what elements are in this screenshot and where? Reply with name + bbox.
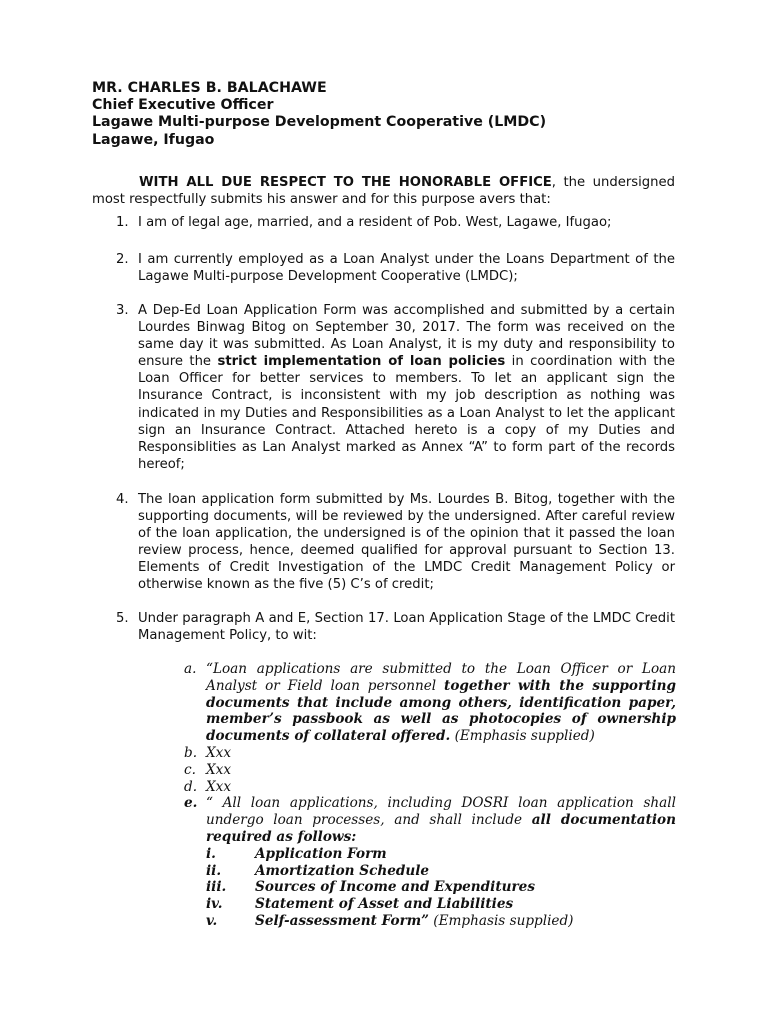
item-text-part: in coordination with the Loan Officer for better services to members. To let an applicant sign the Insurance Contract, is inconsistent with my job description as nothing was indicated in my Duties and Responsibilities as a Loan Analyst to let the applicant sign an Insurance Contract. Attached hereto is a copy of my Duties and Responsiblities as Lan Analyst marked as Annex “A” to form part of the records hereof; <box>138 354 675 472</box>
roman-text-main: Self-assessment Form” <box>255 912 429 929</box>
subitem-label: a. <box>184 661 197 677</box>
roman-text <box>255 913 676 930</box>
numbered-item-5 <box>92 610 675 644</box>
item-text <box>138 302 675 473</box>
item-number: 2. <box>116 252 129 267</box>
roman-item-3 <box>206 879 676 896</box>
quoted-provisions <box>184 661 676 930</box>
addressee-block <box>92 80 546 149</box>
numbered-item-2 <box>92 251 675 285</box>
roman-text-tail: (Emphasis supplied) <box>428 912 574 929</box>
subitem-text <box>206 661 676 745</box>
subitem-a <box>184 661 676 745</box>
item-text-emphasis: strict implementation of loan policies <box>217 354 506 370</box>
subitem-label: e. <box>184 795 198 812</box>
roman-item-1 <box>206 846 676 863</box>
subitem-label: c. <box>184 761 196 778</box>
subitem-label: d. <box>184 778 198 795</box>
subitem-emphasis: together with the supporting documents that include among others, identification paper, member’s passbook as well as photocopies of ownership documents of collateral offered. <box>206 677 676 745</box>
subitem-text: Xxx <box>206 761 232 778</box>
item-text: I am currently employed as a Loan Analyst under the Loans Department of the Lagawe Multi-purpose Development Cooperative (LMDC); <box>138 252 675 285</box>
addressee-title: Chief Executive Officer <box>92 97 274 114</box>
subitem-text: Xxx <box>206 778 232 795</box>
roman-text: Statement of Asset and Liabilities <box>255 896 514 913</box>
numbered-item-3 <box>92 302 675 473</box>
item-number: 4. <box>116 492 129 507</box>
item-text: Under paragraph A and E, Section 17. Loan Application Stage of the LMDC Credit Management Policy, to wit: <box>138 611 675 644</box>
intro-lead: WITH ALL DUE RESPECT TO THE HONORABLE OFFICE <box>139 175 552 190</box>
subitem-emphasis: all documentation required as follows: <box>206 812 677 845</box>
subitem-text: Xxx <box>206 744 232 761</box>
addressee-name: MR. CHARLES B. BALACHAWE <box>92 80 327 96</box>
roman-label: ii. <box>206 862 222 879</box>
roman-item-5 <box>206 913 676 930</box>
subitem-label: b. <box>184 744 198 761</box>
item-number: 5. <box>116 611 129 626</box>
item-text: I am of legal age, married, and a resident of Pob. West, Lagawe, Ifugao; <box>138 215 612 230</box>
subitem-d <box>184 779 676 796</box>
subitem-c <box>184 762 676 779</box>
subitem-b <box>184 745 676 762</box>
roman-label: iii. <box>206 879 227 896</box>
roman-label: i. <box>206 845 216 862</box>
numbered-item-4 <box>92 491 675 594</box>
subitem-plain: “Loan applications are submitted to the Loan Officer or Loan Analyst or Field loan personnel <box>206 661 676 694</box>
subitem-e <box>184 795 676 845</box>
item-number: 1. <box>116 215 129 230</box>
intro-rest: , the undersigned most respectfully submits his answer and for this purpose avers that: <box>92 175 675 207</box>
numbered-item-1 <box>92 214 675 231</box>
intro-paragraph <box>92 174 675 208</box>
item-number: 3. <box>116 303 129 318</box>
subitem-tail: (Emphasis supplied) <box>450 728 595 745</box>
roman-label: v. <box>206 912 218 929</box>
roman-text: Amortization Schedule <box>255 862 430 879</box>
roman-text: Application Form <box>255 845 387 862</box>
subitem-plain: “ All loan applications, including DOSRI loan application shall undergo loan processes, and shall include <box>206 795 676 829</box>
item-text: The loan application form submitted by Ms. Lourdes B. Bitog, together with the supporting documents, will be reviewed by the undersigned. After careful review of the loan application, the undersigned is of the opinion that it passed the loan review process, hence, deemed qualified for approval pursuant to Section 13. Elements of Credit Investigation of the LMDC Credit Management Policy or otherwise known as the five (5) C’s of credit; <box>138 492 675 593</box>
roman-item-4 <box>206 896 676 913</box>
item-text-part: A Dep-Ed Loan Application Form was accomplished and submitted by a certain Lourdes Binwag Bitog on September 30, 2017. The form was received on the same day it was submitted. As Loan Analyst, it is my duty and responsibility to ensure the <box>138 303 675 370</box>
roman-label: iv. <box>206 896 223 913</box>
roman-item-2 <box>206 863 676 880</box>
addressee-org: Lagawe Multi-purpose Development Cooperative (LMDC) <box>92 114 547 131</box>
subitem-text <box>206 795 676 845</box>
roman-text: Sources of Income and Expenditures <box>255 879 535 896</box>
addressee-place: Lagawe, Ifugao <box>92 131 215 148</box>
